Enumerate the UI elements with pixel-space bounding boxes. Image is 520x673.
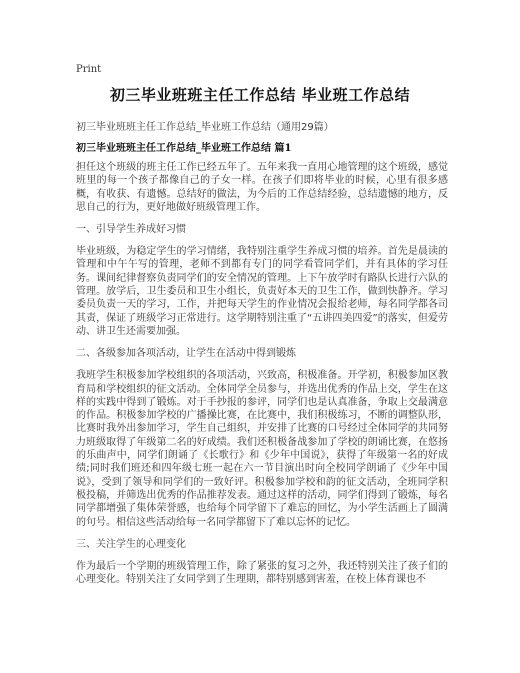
intro-paragraph: 担任这个班级的班主任工作已经五年了。五年来我一直用心地管理的这个班级，感觉班里的每一个孩子都像自己的子女一样。在孩子们即将毕业的时候，心里有很多感概，有收获、有遗憾。总结好的做法，为今后的工作总结经验，总结遗憾的地方，反思自己的行为，更好地做好班级管理工作。 <box>76 162 448 213</box>
section-heading-activities: 二、各级参加各项活动，让学生在活动中得到锻炼 <box>76 348 296 360</box>
document-subtitle: 初三毕业班班主任工作总结_毕业班工作总结（通用29篇） <box>76 122 334 133</box>
activities-paragraph: 我班学生积极参加学校组织的各项活动，兴致高，积极准备。开学初，积极参加区教育局和学校组织的征文活动。全体同学全员参与，并选出优秀的作品上交，学生在这样的实践中得到了锻炼。对于手抄报的参评，同学们也是认真准备，争取上交最满意的作品。积极参加学校的广播操比赛，在比赛中，我们积极练习，不断的调整队形，比赛时我外出参加学习，学生自己组织，并安排了比赛的口号经过全体同学的共同努力班级取得了年级第二名的好成绩。我们还积极备战参加了学校的朗诵比赛，在悠扬的乐曲声中，同学们朗诵了《长歌行》和《少年中国说》，获得了年级第一名的好成绩;同时我们班还和四年级七班一起在六一节目演出时向全校同学朗诵了《少年中国说》，受到了领导和同学们的一致好评。积极参加学校和韵的征文活动，全班同学积极投稿，并筛选出优秀的作品推荐发表。通过这样的活动，同学们得到了锻炼，每名同学都增强了集体荣誉感，也给每个同学留下了难忘的回忆，为小学生活画上了圆满的句号。相信这些活动给每一名同学都留下了难以忘怀的记忆。 <box>76 370 448 528</box>
page-title: 初三毕业班班主任工作总结 毕业班工作总结 <box>109 86 411 104</box>
section-heading-psychology: 三、关注学生的心理变化 <box>76 538 186 550</box>
article-heading: 初三毕业班班主任工作总结_毕业班工作总结 篇1 <box>76 143 292 154</box>
section-heading-habits: 一、引导学生养成好习惯 <box>76 224 186 236</box>
print-link[interactable]: Print <box>76 64 102 75</box>
habits-paragraph: 毕业班级，为稳定学生的学习情绪，我特别注重学生养成习惯的培养。首先是晨读的管理和中午午写的管理，老师不到都有专门的同学看管同学们，并有具体的学习任务。课间纪律督察负责同学们的安全情况的管理。上下午放学时有路队长进行六队的管理。放学后，卫生委员和卫生小组长，负责好本天的卫生工作，做到快静齐。学习委员负责一天的学习，工作，并把每天学生的作业情况会报给老师，每名同学都各司其责，保证了班级学习正常进行。这学期特别注重了“五讲四美四爱”的落实，但爱劳动、讲卫生还需要加强。 <box>76 246 448 337</box>
article-body <box>76 154 448 586</box>
psychology-paragraph: 作为最后一个学期的班级管理工作，除了紧张的复习之外，我还特别关注了孩子们的心理变化。特别关注了女同学到了生理期，都特别感到害羞，在校上体育课也不 <box>76 560 448 586</box>
